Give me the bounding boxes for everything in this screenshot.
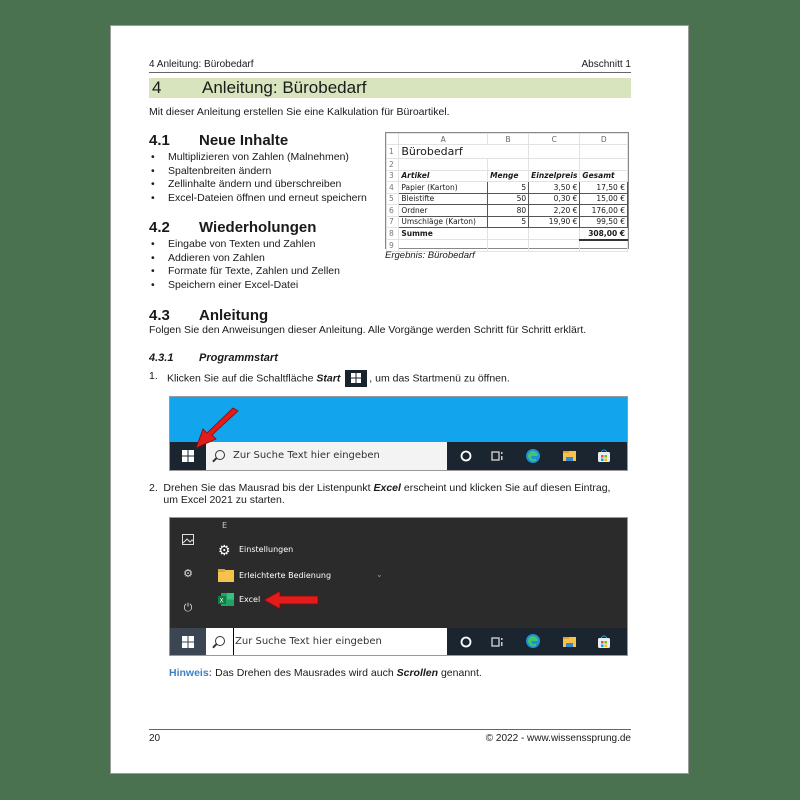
page-footer [149, 729, 631, 744]
column-header: B [488, 134, 529, 145]
document-page [110, 25, 689, 774]
cell: 2,20 € [529, 205, 580, 217]
list-item: • Formate für Texte, Zahlen und Zellen [149, 265, 379, 279]
list-item: • Zellinhalte ändern und überschreiben [149, 178, 379, 192]
section-heading [149, 219, 379, 236]
menu-item-label: Excel [239, 595, 261, 604]
list-item: • Addieren von Zahlen [149, 252, 379, 266]
section-title: Anleitung [199, 307, 269, 324]
menu-item-label: Erleichterte Bedienung [239, 571, 332, 580]
section-heading [149, 132, 379, 149]
section-4-2 [149, 219, 379, 292]
list-item: • Multiplizieren von Zahlen (Malnehmen) [149, 151, 379, 165]
header-chapter: 4 Anleitung: Bürobedarf [149, 59, 254, 70]
row-number: 8 [387, 228, 399, 240]
cell: Papier (Karton) [399, 182, 488, 194]
header-cell: Menge [488, 170, 529, 182]
row-number: 7 [387, 216, 399, 228]
step-2: 2. Drehen Sie das Mausrad bis der Listenpunkt Excel erscheint und klicken Sie auf diesen Eintrag, um Excel 2021 zu starten. [149, 482, 611, 506]
column-header: C [529, 134, 580, 145]
chevron-down-icon[interactable]: ⌄ [376, 570, 383, 579]
store-icon[interactable] [597, 449, 611, 463]
cell: Bleistifte [399, 193, 488, 205]
cell: 50 [488, 193, 529, 205]
step-number: 2. [149, 482, 158, 494]
file-explorer-icon[interactable] [562, 635, 577, 649]
subsection-title: Programmstart [199, 352, 278, 364]
header-cell: Artikel [399, 170, 488, 182]
cell: 19,90 € [529, 216, 580, 228]
table-row [387, 182, 628, 194]
page-number: 20 [149, 733, 161, 744]
taskbar [170, 628, 627, 655]
figure-caption: Ergebnis: Bürobedarf [385, 250, 475, 261]
windows-start-icon [345, 370, 367, 387]
sheet-title-cell: Bürobedarf [399, 145, 529, 159]
column-header: D [580, 134, 628, 145]
search-input: Zur Suche Text hier eingeben [233, 628, 382, 655]
power-icon[interactable]: ⏻ [183, 602, 193, 614]
svg-text:X: X [219, 597, 224, 605]
row-number: 1 [387, 145, 399, 159]
spreadsheet-screenshot [385, 132, 629, 249]
subsection-heading [149, 352, 278, 364]
hint-label: Hinweis: [169, 667, 213, 679]
step-number: 1. [149, 370, 158, 382]
store-icon[interactable] [597, 635, 611, 649]
section-4-3 [149, 307, 631, 336]
cell: 99,50 € [580, 216, 628, 228]
list-item: • Eingabe von Texten und Zahlen [149, 238, 379, 252]
section-number: 4.1 [149, 132, 170, 149]
row-number: 6 [387, 205, 399, 217]
row-number: 4 [387, 182, 399, 194]
settings-gear-icon[interactable]: ⚙ [183, 568, 193, 580]
row-number: 2 [387, 159, 399, 171]
row-number: 3 [387, 170, 399, 182]
chapter-number: 4 [152, 78, 162, 97]
task-view-icon[interactable] [490, 449, 504, 463]
chapter-title: Anleitung: Bürobedarf [202, 78, 367, 97]
list-item: • Spaltenbreiten ändern [149, 165, 379, 179]
copyright-text: © 2022 - www.wissenssprung.de [485, 733, 631, 744]
page-header [149, 59, 631, 73]
taskbar-screenshot [169, 396, 628, 471]
section-text: Folgen Sie den Anweisungen dieser Anleitung. Alle Vorgänge werden Schritt für Schritt erklärt. [149, 324, 587, 336]
search-placeholder: Zur Suche Text hier eingeben [233, 450, 380, 461]
list-item: • Excel-Dateien öffnen und erneut speichern [149, 192, 379, 206]
edge-icon[interactable] [525, 633, 541, 649]
section-heading [149, 307, 631, 324]
settings-gear-icon: ⚙ [218, 542, 231, 558]
windows-start-icon[interactable] [182, 636, 194, 648]
intro-text: Mit dieser Anleitung erstellen Sie eine Kalkulation für Büroartikel. [149, 106, 450, 118]
section-number: 4.2 [149, 219, 170, 236]
pictures-icon[interactable] [182, 534, 194, 546]
table-row [387, 193, 628, 205]
column-header: A [399, 134, 488, 145]
hint-note: Hinweis: Das Drehen des Mausrades wird auch Scrollen genannt. [169, 667, 482, 679]
cell: 176,00 € [580, 205, 628, 217]
cell: 3,50 € [529, 182, 580, 194]
folder-icon [218, 569, 234, 582]
sum-value-cell: 308,00 € [580, 228, 628, 240]
header-cell: Einzelpreis [529, 170, 580, 182]
cell: 5 [488, 216, 529, 228]
bullet-list [149, 151, 379, 205]
excel-icon [218, 593, 234, 606]
cell: Ordner [399, 205, 488, 217]
spreadsheet-table [386, 133, 628, 252]
edge-icon[interactable] [525, 448, 541, 464]
task-view-icon[interactable] [490, 635, 504, 649]
table-row [387, 170, 628, 182]
section-title: Wiederholungen [199, 219, 317, 236]
cortana-icon[interactable] [459, 635, 473, 649]
red-arrow-pointer [263, 590, 321, 610]
search-icon [215, 636, 225, 646]
section-4-1 [149, 132, 379, 205]
red-arrow-pointer [190, 407, 245, 452]
taskbar-search-box[interactable] [206, 628, 447, 655]
header-section: Abschnitt 1 [581, 59, 631, 70]
table-row [387, 145, 628, 159]
file-explorer-icon[interactable] [562, 449, 577, 463]
cell: 0,30 € [529, 193, 580, 205]
table-row [387, 216, 628, 228]
row-number: 9 [387, 240, 399, 252]
cell: 5 [488, 182, 529, 194]
table-row [387, 159, 628, 171]
sum-label-cell: Summe [399, 228, 488, 240]
section-title: Neue Inhalte [199, 132, 289, 149]
subsection-number: 4.3.1 [149, 352, 174, 364]
table-row [387, 205, 628, 217]
header-cell: Gesamt [580, 170, 628, 182]
cell: Umschläge (Karton) [399, 216, 488, 228]
section-number: 4.3 [149, 307, 170, 324]
bullet-list [149, 238, 379, 292]
cell: 17,50 € [580, 182, 628, 194]
list-item: • Speichern einer Excel-Datei [149, 279, 379, 293]
chapter-heading [149, 78, 631, 98]
menu-item-label: Einstellungen [239, 545, 294, 554]
step-1: 1. Klicken Sie auf die Schaltfläche Start , um das Startmenü zu öffnen. [149, 370, 510, 387]
letter-group-header: E [222, 521, 228, 530]
start-menu-screenshot [169, 517, 628, 656]
cortana-icon[interactable] [459, 449, 473, 463]
cell: 15,00 € [580, 193, 628, 205]
row-number: 5 [387, 193, 399, 205]
cell: 80 [488, 205, 529, 217]
table-row [387, 228, 628, 240]
column-header-row [387, 134, 628, 145]
